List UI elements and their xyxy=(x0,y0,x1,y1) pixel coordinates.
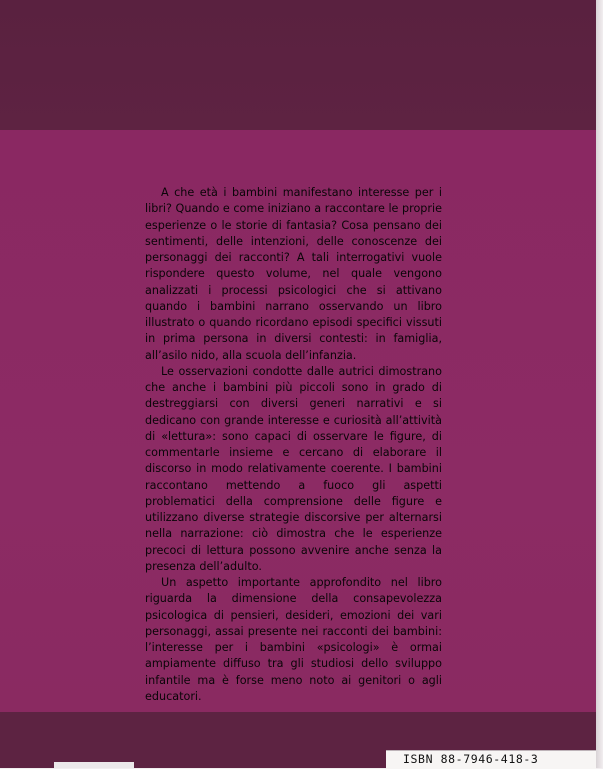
isbn-number: ISBN 88-7946-418-3 xyxy=(403,752,539,766)
page-edge xyxy=(596,0,603,768)
blurb-text xyxy=(145,185,442,705)
top-dark-band xyxy=(0,0,596,130)
blurb-paragraph-3: Un aspetto importante approfondito nel libro riguarda la dimensione della consapevolezza psicologica di pensieri, desideri, emozioni dei vari personaggi, assai presente nei racconti dei bambini: l’interesse per i bambini «psicologi» è ormai ampiamente diffuso tra gli studiosi dello sviluppo infantile ma è forse meno noto ai genitori o agli educatori. xyxy=(145,576,442,703)
price-sticker xyxy=(54,762,134,768)
blurb-paragraph-2: Le osservazioni condotte dalle autrici dimostrano che anche i bambini più piccoli sono in grado di destreggiarsi con diversi generi narrativi e si dedicano con grande interesse e curiosità all’attività di «lettura»: sono capaci di osservare le figure, di commentarle insieme e cercano di elaborare il discorso in modo relativamente coerente. I bambini raccontano mettendo a fuoco gli aspetti problematici della comprensione delle figure e utilizzano diverse strategie discorsive per alternarsi nella narrazione: ciò dimostra che le esperienze precoci di lettura possono avvenire anche senza la presenza dell’adulto. xyxy=(145,364,442,573)
blurb-paragraph-1: A che età i bambini manifestano interesse per i libri? Quando e come iniziano a raccontare le proprie esperienze o le storie di fantasia? Cosa pensano dei sentimenti, delle intenzioni, delle conoscenze dei personaggi dei racconti? A tali interrogativi vuole rispondere questo volume, nel quale vengono analizzati i processi psicologici che si attivano quando i bambini narrano osservando un libro illustrato o quando ricordano episodi specifici vissuti in prima persona in diversi contesti: in famiglia, all’asilo nido, alla scuola dell’infanzia. xyxy=(145,186,442,362)
